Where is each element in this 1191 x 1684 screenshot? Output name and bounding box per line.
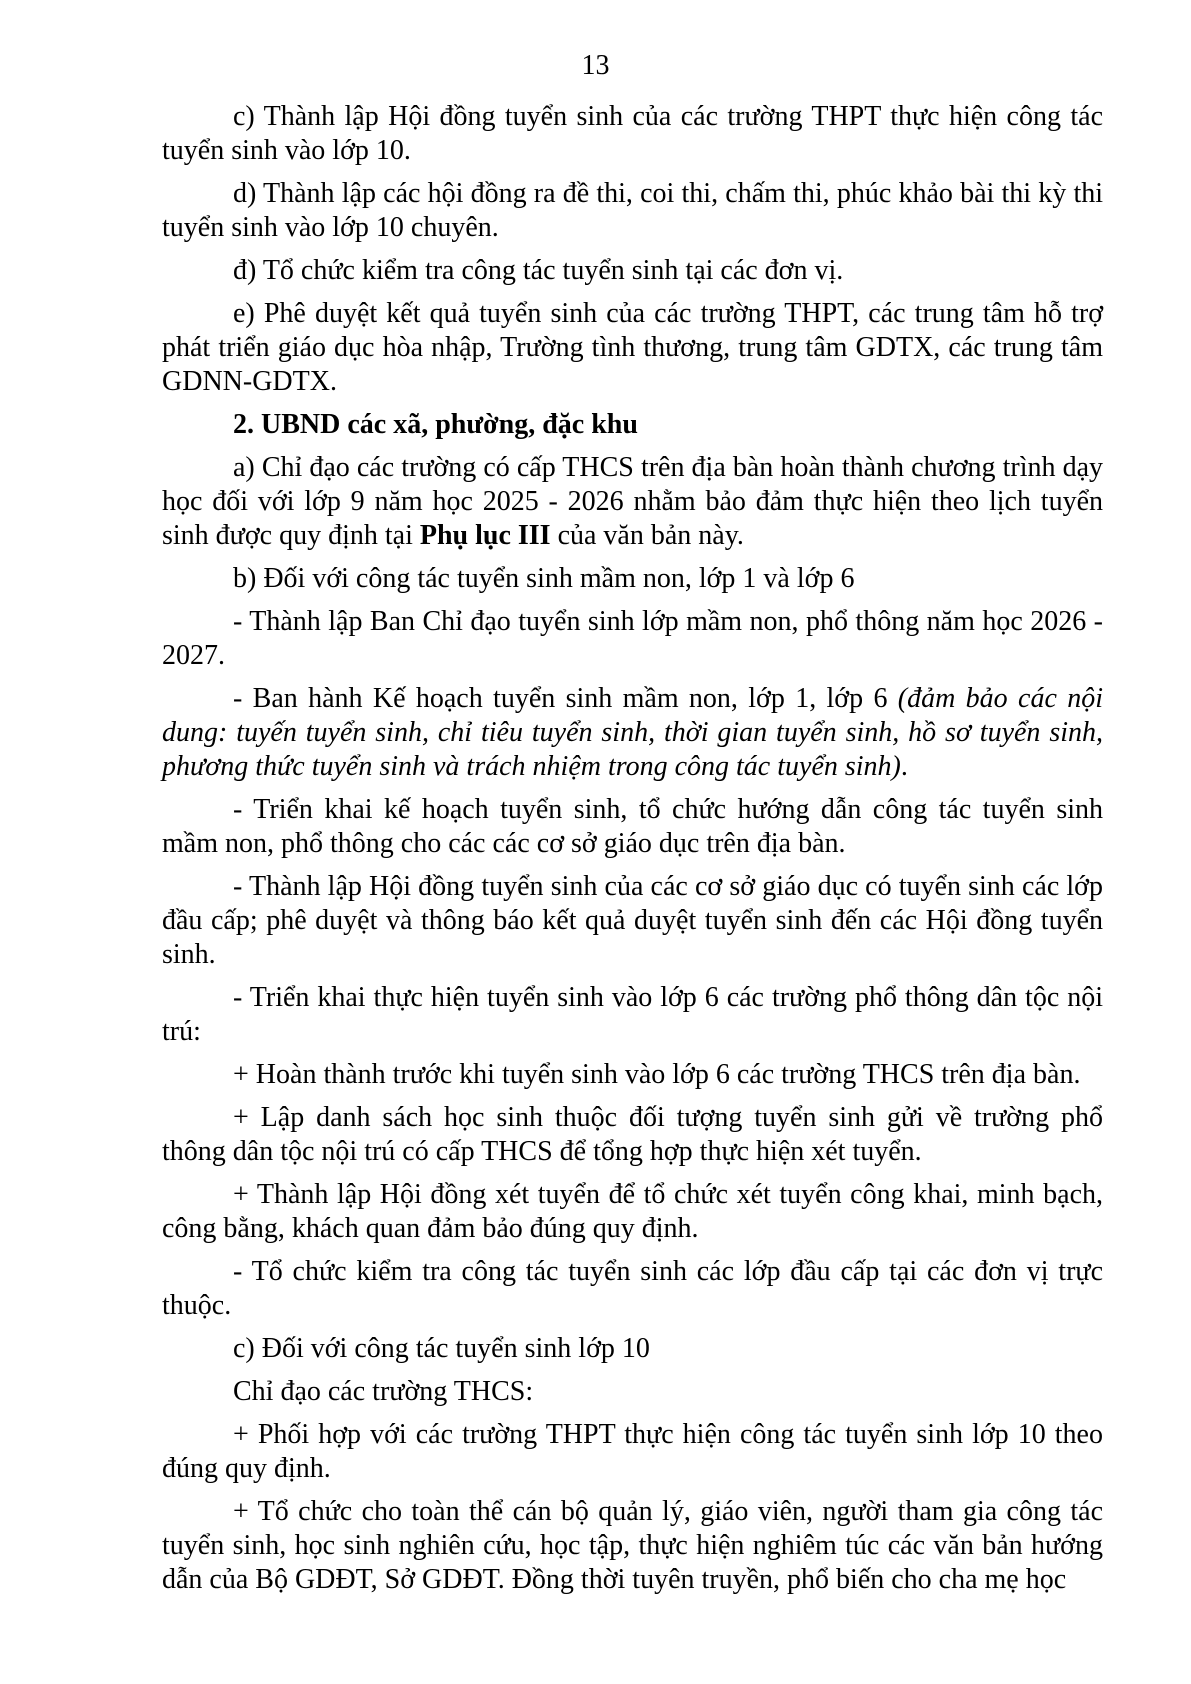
text-run: .	[900, 751, 908, 782]
paragraph	[162, 1169, 1103, 1246]
text-run: - Triển khai thực hiện tuyển sinh vào lớp 6 các trường phổ thông dân tộc nội trú:	[162, 982, 1103, 1047]
paragraph	[162, 1092, 1103, 1169]
text-run: + Thành lập Hội đồng xét tuyển để tổ chức xét tuyển công khai, minh bạch, công bằng, khách quan đảm bảo đúng quy định.	[162, 1179, 1103, 1244]
paragraph	[162, 1486, 1103, 1597]
section-heading	[162, 399, 1103, 442]
text-run: đ) Tổ chức kiểm tra công tác tuyển sinh tại các đơn vị.	[233, 255, 844, 286]
paragraph	[162, 861, 1103, 972]
paragraph	[162, 100, 1103, 168]
text-run: - Tổ chức kiểm tra công tác tuyển sinh các lớp đầu cấp tại các đơn vị trực thuộc.	[162, 1256, 1103, 1321]
page-number: 13	[581, 50, 610, 81]
text-run: của văn bản này.	[550, 520, 744, 551]
paragraph	[162, 442, 1103, 553]
paragraph	[162, 673, 1103, 784]
text-run: + Lập danh sách học sinh thuộc đối tượng tuyển sinh gửi về trường phổ thông dân tộc nội trú có cấp THCS để tổng hợp thực hiện xét tuyển.	[162, 1102, 1103, 1167]
text-run: e) Phê duyệt kết quả tuyển sinh của các trường THPT, các trung tâm hỗ trợ phát triển giáo dục hòa nhập, Trường tình thương, trung tâm GDTX, các trung tâm GDNN-GDTX.	[162, 298, 1103, 397]
paragraph	[162, 1049, 1103, 1092]
paragraph	[162, 245, 1103, 288]
text-run: Chỉ đạo các trường THCS:	[233, 1376, 534, 1407]
text-run: d) Thành lập các hội đồng ra đề thi, coi thi, chấm thi, phúc khảo bài thi kỳ thi tuyển sinh vào lớp 10 chuyên.	[162, 178, 1103, 243]
text-run: + Hoàn thành trước khi tuyển sinh vào lớp 6 các trường THCS trên địa bàn.	[233, 1059, 1081, 1090]
paragraph	[162, 596, 1103, 673]
document-body	[162, 100, 1103, 1597]
text-run: - Triển khai kế hoạch tuyển sinh, tổ chức hướng dẫn công tác tuyển sinh mầm non, phổ thông cho các các cơ sở giáo dục trên địa bàn.	[162, 794, 1103, 859]
text-run: - Ban hành Kế hoạch tuyển sinh mầm non, lớp 1, lớp 6	[233, 683, 898, 714]
paragraph	[162, 784, 1103, 861]
text-run: + Tổ chức cho toàn thể cán bộ quản lý, giáo viên, người tham gia công tác tuyển sinh, học sinh nghiên cứu, học tập, thực hiện nghiêm túc các văn bản hướng dẫn của Bộ GDĐT, Sở GDĐT. Đồng thời tuyên truyền, phổ biến cho cha mẹ học	[162, 1496, 1103, 1595]
text-run: (đảm bảo các nội dung: tuyến tuyển sinh, chỉ tiêu tuyển sinh, thời gian tuyển sinh, hồ sơ tuyển sinh, phương thức tuyển sinh và trách nhiệm trong công tác tuyển sinh)	[162, 683, 1103, 782]
paragraph	[162, 168, 1103, 245]
text-run: a) Chỉ đạo các trường có cấp THCS trên địa bàn hoàn thành chương trình dạy học đối với lớp 9 năm học 2025 - 2026 nhằm bảo đảm thực hiện theo lịch tuyển sinh được quy định tại	[162, 452, 1103, 551]
text-run: - Thành lập Hội đồng tuyển sinh của các cơ sở giáo dục có tuyển sinh các lớp đầu cấp; phê duyệt và thông báo kết quả duyệt tuyển sinh đến các Hội đồng tuyển sinh.	[162, 871, 1103, 970]
text-run: Phụ lục III	[419, 520, 551, 551]
paragraph	[162, 1246, 1103, 1323]
paragraph	[162, 553, 1103, 596]
text-run: 2. UBND các xã, phường, đặc khu	[233, 409, 638, 440]
text-run: c) Đối với công tác tuyển sinh lớp 10	[233, 1333, 650, 1364]
text-run: - Thành lập Ban Chỉ đạo tuyển sinh lớp mầm non, phổ thông năm học 2026 - 2027.	[162, 606, 1103, 671]
paragraph	[162, 1366, 1103, 1409]
paragraph	[162, 1323, 1103, 1366]
paragraph	[162, 972, 1103, 1049]
text-run: b) Đối với công tác tuyển sinh mầm non, lớp 1 và lớp 6	[233, 563, 855, 594]
paragraph	[162, 288, 1103, 399]
text-run: + Phối hợp với các trường THPT thực hiện công tác tuyển sinh lớp 10 theo đúng quy định.	[162, 1419, 1103, 1484]
text-run: c) Thành lập Hội đồng tuyển sinh của các trường THPT thực hiện công tác tuyển sinh vào lớp 10.	[162, 101, 1103, 166]
paragraph	[162, 1409, 1103, 1486]
